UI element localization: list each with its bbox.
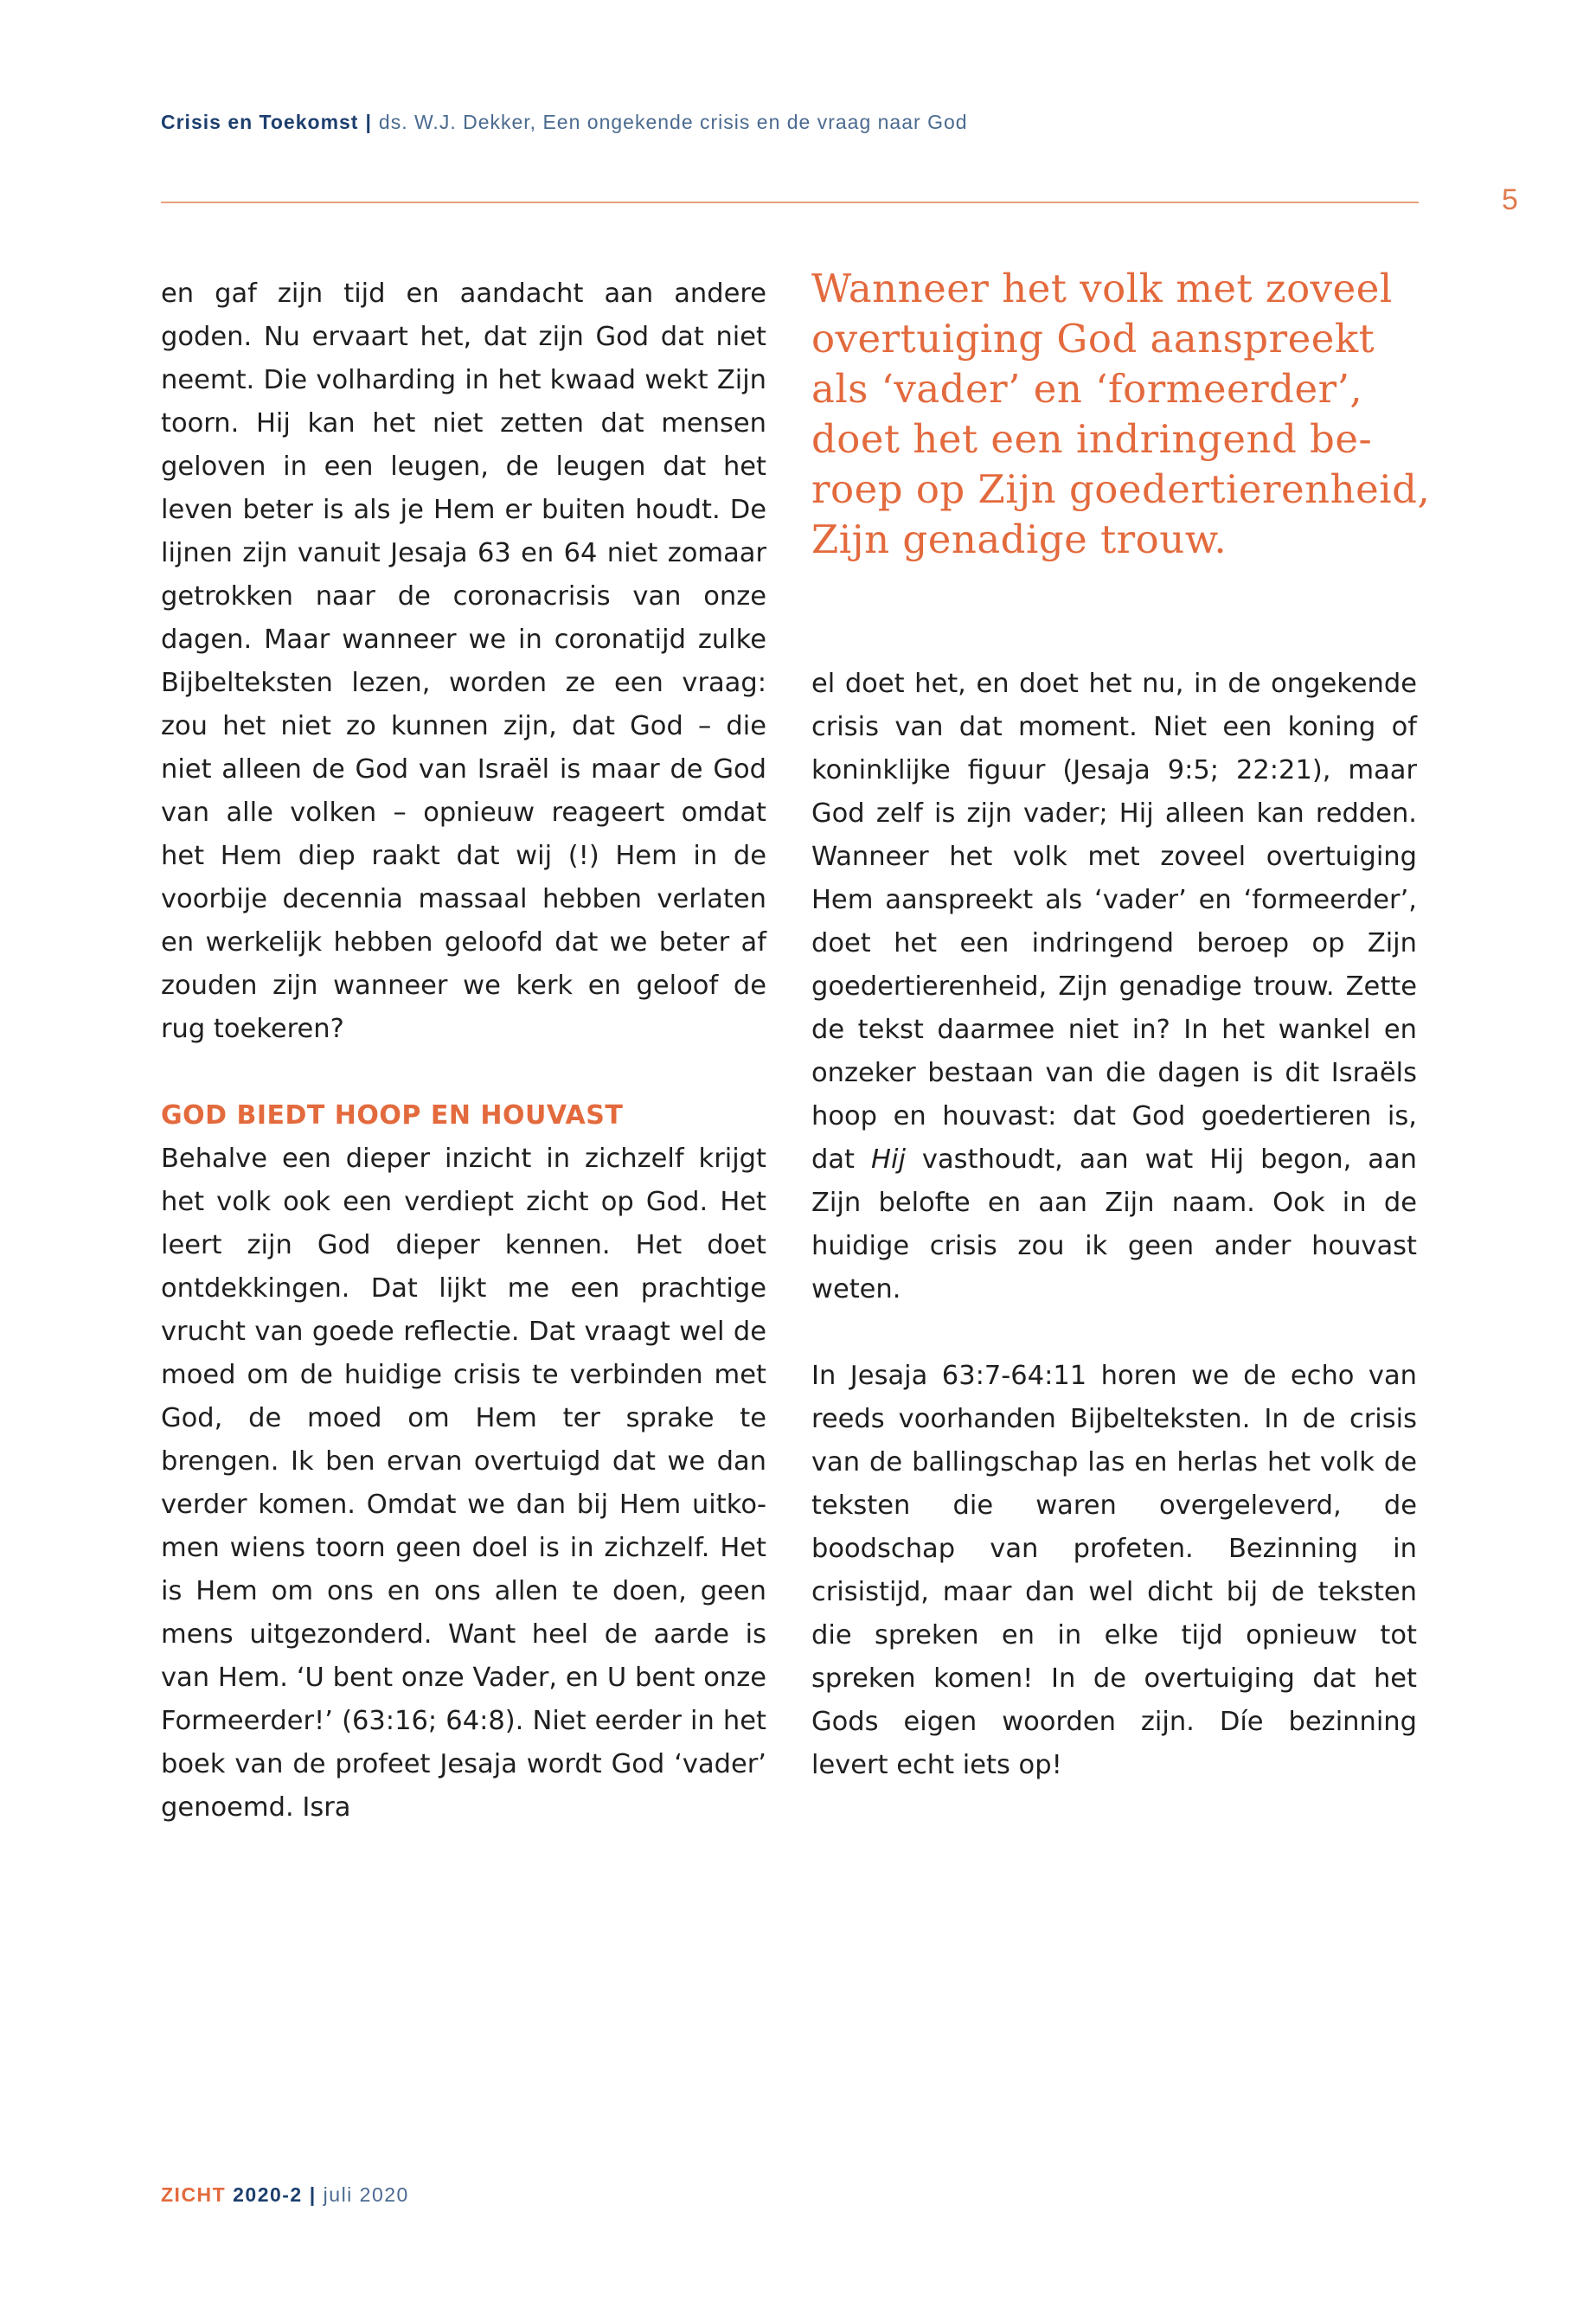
running-header	[161, 111, 968, 134]
left-column	[161, 272, 766, 1830]
issue-date: juli 2020	[323, 2183, 409, 2206]
body-paragraph	[811, 663, 1417, 1311]
body-text: el doet het, en doet het nu, in de ongekende crisis van dat moment. Niet een koning of koninklijke figuur (Jesaja 9:5; 22:21), maar God zelf is zijn vader; Hij alleen kan redden. Wanneer het volk met zoveel overtuiging Hem aanspreekt als ‘vader’ en ‘formeerder’, doet het een indringend beroep op Zijn goedertierenheid, Zijn genadige trouw. Zette de tekst daarmee niet in? In het wankel en onzeker bestaan van die dagen is dit Israëls hoop en houvast: dat God goedertieren is, dat	[811, 669, 1417, 1175]
section-heading: GOD BIEDT HOOP EN HOUVAST	[161, 1100, 624, 1131]
journal-title: Crisis en Toekomst	[161, 111, 359, 133]
issue-number: 2020-2	[233, 2183, 303, 2206]
article-author-title: ds. W.J. Dekker, Een ongekende crisis en de vraag naar God	[378, 111, 968, 133]
emphasis-text: Hij	[871, 1144, 906, 1175]
running-footer	[161, 2183, 409, 2207]
header-separator: |	[365, 111, 372, 133]
right-column	[811, 663, 1417, 1787]
body-paragraph: en gaf zijn tijd en aandacht aan andere goden. Nu ervaart het, dat zijn God dat niet neemt. Die volharding in het kwaad wekt Zijn toorn. Hij kan het niet zetten dat mensen geloven in een leugen, de leugen dat het leven beter is als je Hem er buiten houdt. De lijnen zijn vanuit Jesaja 63 en 64 niet zomaar getrokken naar de coronacrisis van onze dagen. Maar wanneer we in coronatijd zulke Bijbelteksten lezen, worden ze een vraag: zou het niet zo kunnen zijn, dat God – die niet alleen de God van Israël is maar de God van alle volken – opnieuw reageert omdat het Hem diep raakt dat wij (!) Hem in de voorbije decennia massaal hebben verlaten en werkelijk hebben geloofd dat we beter af zouden zijn wanneer we kerk en geloof de rug toekeren?	[161, 279, 766, 1044]
body-text: vasthoudt, aan wat Hij begon, aan Zijn belofte en aan Zijn naam. Ook in de huidige crisis zou ik geen ander houvast weten.	[811, 1144, 1417, 1304]
header-rule	[161, 202, 1419, 203]
pull-quote: Wanneer het volk met zoveel overtuiging God aanspreekt als ‘vader’ en ‘formeerder’, doet het een indringend beroep op Zijn goedertierenheid, Zijn genadige trouw.	[811, 266, 1431, 562]
magazine-name: ZICHT	[161, 2183, 227, 2206]
page-number: 5	[1502, 183, 1518, 216]
body-paragraph: Behalve een dieper inzicht in zichzelf krijgt het volk ook een verdiept zicht op God. Het leert zijn God dieper kennen. Het doet ontdekkingen. Dat lijkt me een prachtige vrucht van goede reflectie. Dat vraagt wel de moed om de huidige crisis te verbinden met God, de moed om Hem ter sprake te brengen. Ik ben ervan overtuigd dat we dan verder komen. Omdat we dan bij Hem uitkomen wiens toorn geen doel is in zichzelf. Het is Hem om ons en ons allen te doen, geen mens uitgezonderd. Want heel de aarde is van Hem. ‘U bent onze Vader, en U bent onze Formeerder!’ (63:16; 64:8). Niet eerder in het boek van de profeet Jesaja wordt God ‘vader’ genoemd. Isra	[161, 1144, 766, 1823]
footer-separator: |	[309, 2183, 317, 2206]
body-paragraph: In Jesaja 63:7-64:11 horen we de echo van reeds voorhanden Bijbelteksten. In de crisis van de ballingschap las en herlas het volk de teksten die waren overgeleverd, de boodschap van profeten. Bezinning in crisistijd, maar dan wel dicht bij de teksten die spreken en in elke tijd opnieuw tot spreken komen! In de overtuiging dat het Gods eigen woorden zijn. Díe bezinning levert echt iets op!	[811, 1361, 1417, 1780]
